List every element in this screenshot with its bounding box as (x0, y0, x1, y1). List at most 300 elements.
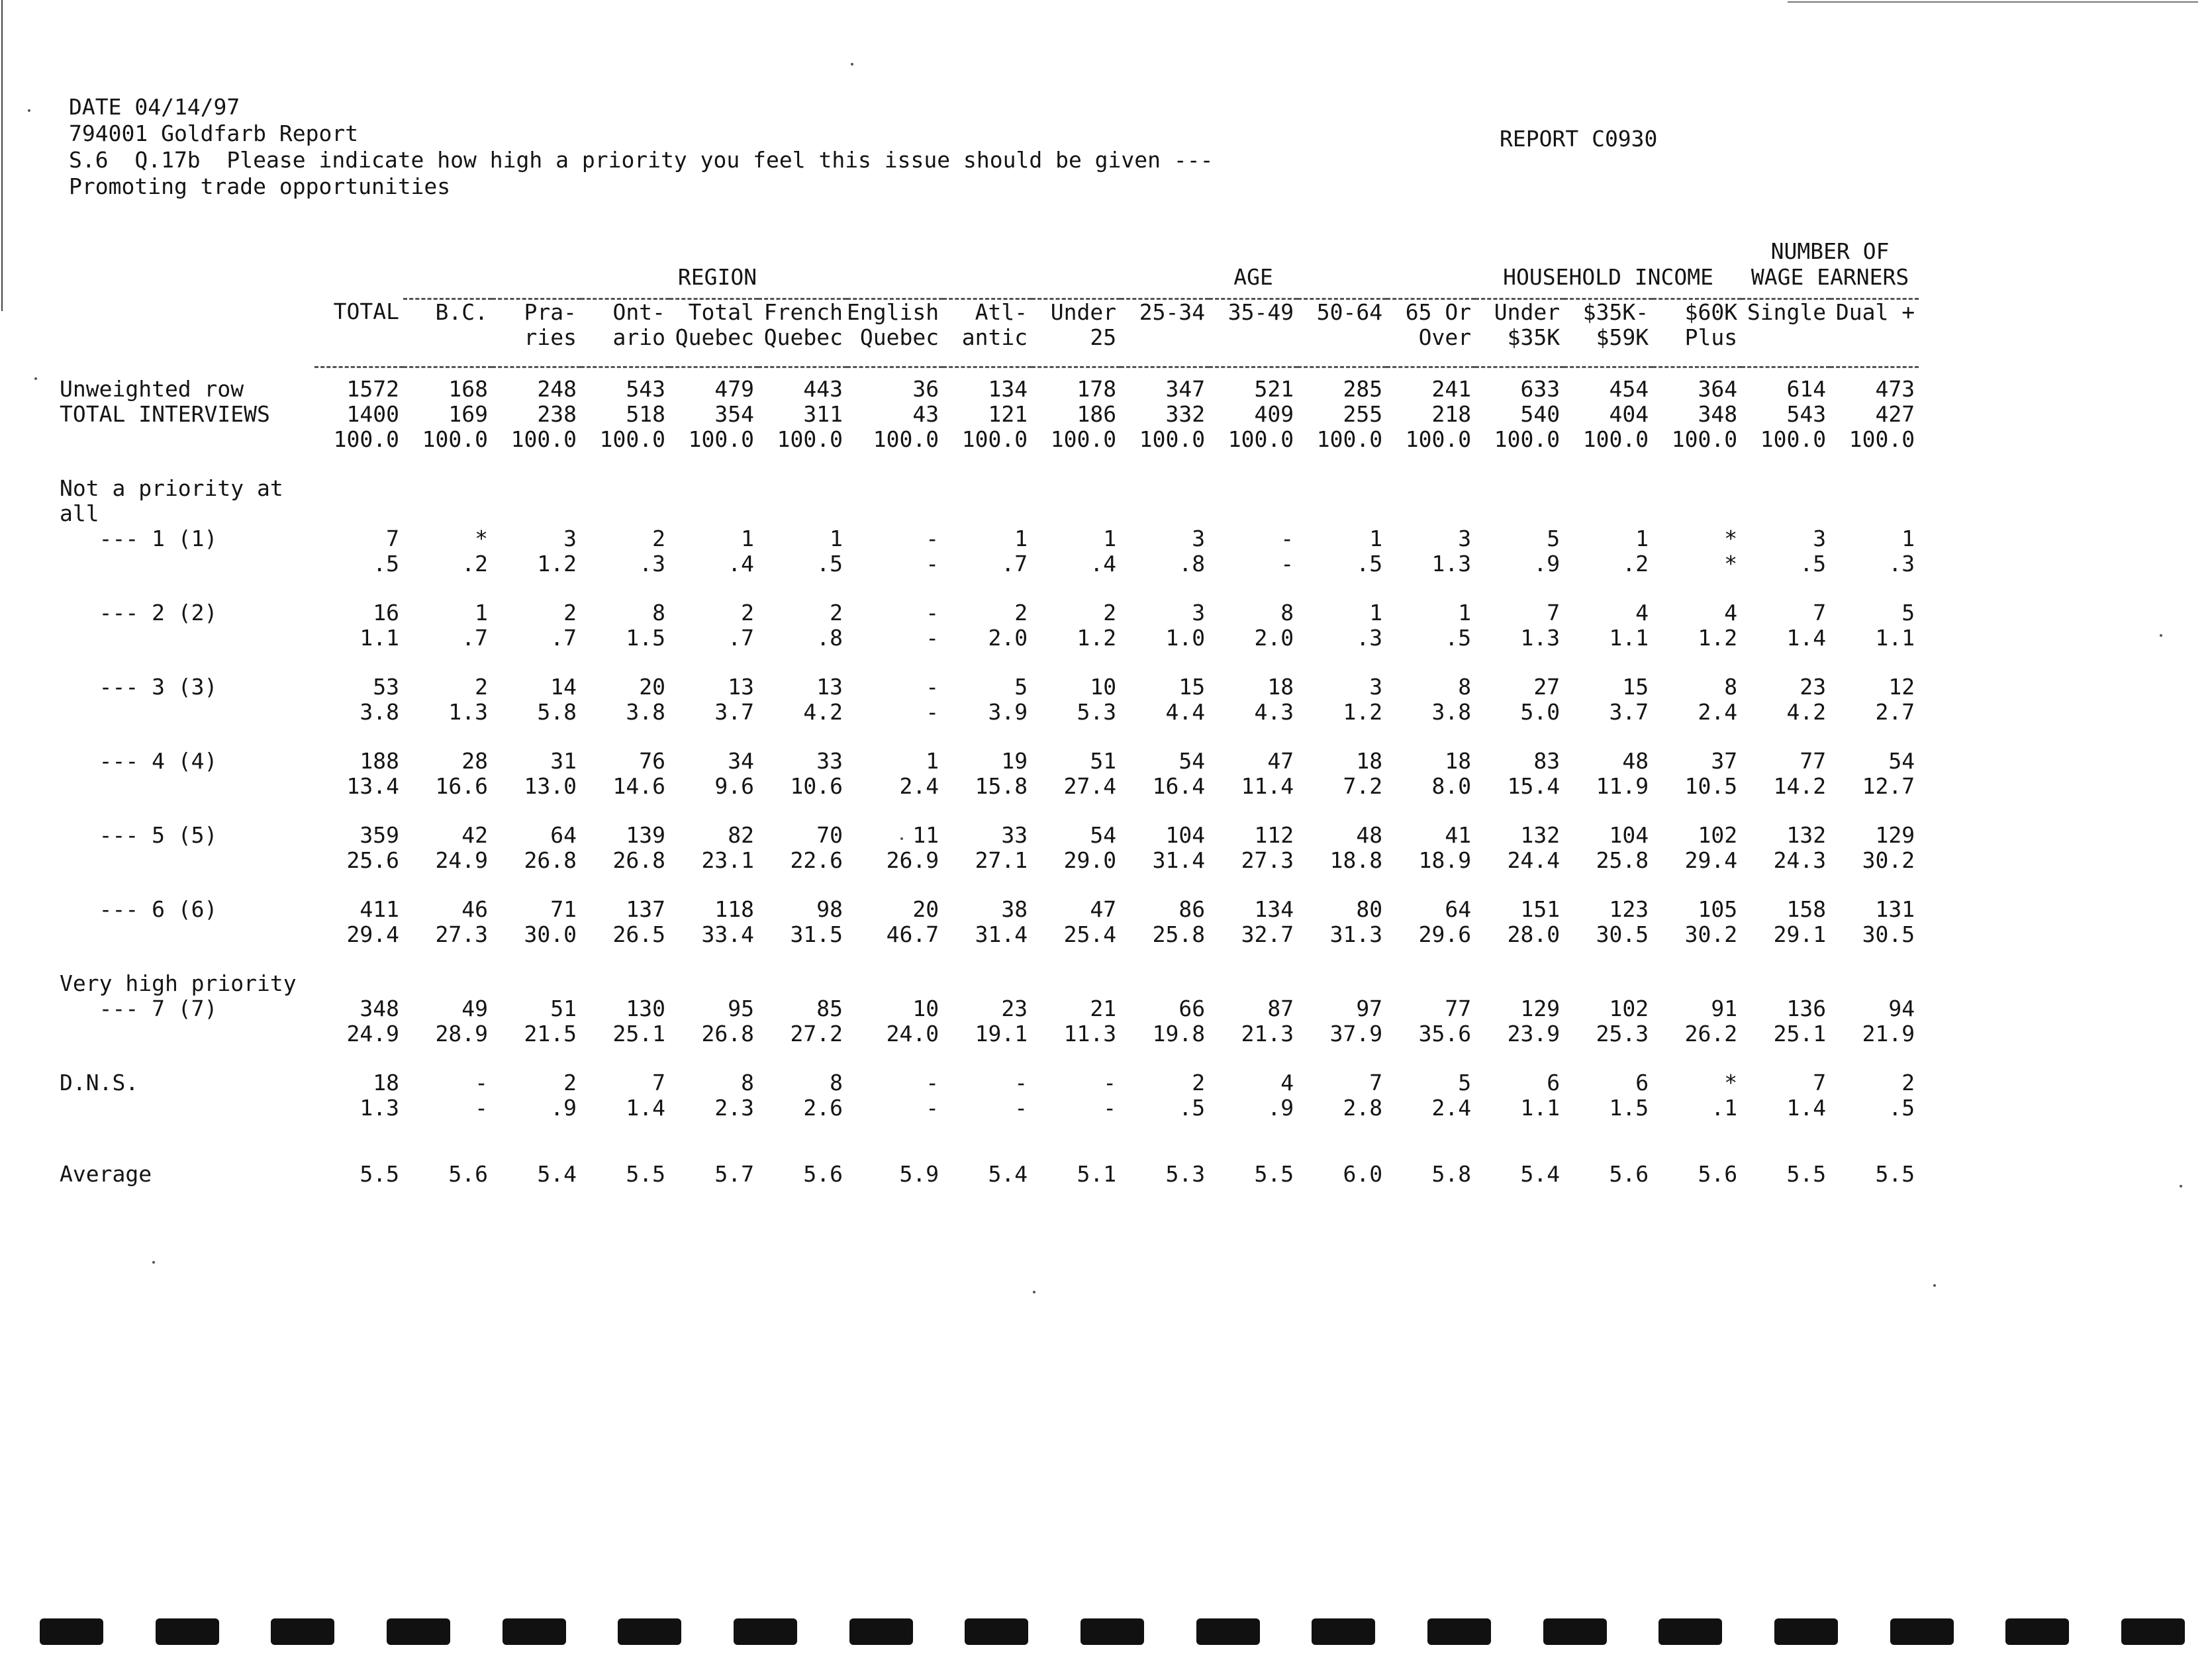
percent-value: 5.0 (1520, 698, 1561, 725)
scan-speck (2180, 1185, 2182, 1188)
column-header: Under $35K (1475, 299, 1564, 367)
base-value: 543 (1786, 400, 1827, 427)
percent-value: 26.8 (612, 847, 665, 873)
count-value: 131 (1875, 896, 1915, 922)
percent-value: 2.4 (899, 772, 939, 799)
count-value: 51 (550, 995, 577, 1021)
row-spacer (60, 577, 1919, 600)
count-value: 18 (1267, 673, 1294, 700)
percent-value: 2.3 (714, 1094, 754, 1121)
column-header: Single (1741, 299, 1830, 367)
spacer-cell (60, 1047, 314, 1070)
spacer-cell (60, 947, 314, 971)
average-value: 6.0 (1343, 1160, 1383, 1187)
count-value: 7 (386, 525, 399, 551)
count-value: 15 (1178, 673, 1206, 700)
percent-row-label (60, 626, 314, 651)
percent-value: 31.3 (1329, 921, 1383, 947)
count-value: 1 (741, 525, 754, 551)
count-value: 70 (816, 821, 843, 848)
count-value: 51 (1090, 747, 1117, 774)
base-value: 1400 (346, 400, 399, 427)
row-spacer (60, 725, 1919, 749)
count-value: 8 (741, 1069, 754, 1096)
percent-value: 1.3 (448, 698, 488, 725)
count-value: 3 (563, 525, 577, 551)
count-value: 118 (714, 896, 754, 922)
percent-value: .8 (816, 624, 843, 651)
response-count-row (60, 675, 1919, 700)
count-value: 5 (1547, 525, 1561, 551)
base-value: 100.0 (688, 426, 754, 452)
average-value: 5.8 (1431, 1160, 1472, 1187)
base-value: 36 (912, 375, 939, 402)
count-value: 42 (461, 821, 488, 848)
base-value: 100.0 (1671, 426, 1738, 452)
percent-value: - (1103, 1094, 1117, 1121)
scale-anchor-label: Not a priority at all (60, 475, 283, 526)
base-value: 121 (988, 400, 1028, 427)
count-value: 1 (1369, 525, 1383, 551)
count-value: 48 (1356, 821, 1383, 848)
percent-value: 33.4 (701, 921, 754, 947)
percent-value: 14.6 (612, 772, 665, 799)
average-value: 5.4 (537, 1160, 577, 1187)
percent-value: 25.1 (612, 1020, 665, 1047)
average-value: 5.5 (626, 1160, 665, 1187)
percent-value: 24.3 (1773, 847, 1827, 873)
percent-value: 1.1 (1609, 624, 1649, 651)
spacer-cell (60, 1121, 314, 1162)
count-value: 8 (652, 599, 665, 626)
percent-value: 8.0 (1431, 772, 1472, 799)
count-value: * (475, 525, 488, 551)
page-top-rule (1788, 1, 2198, 3)
percent-value: 25.3 (1596, 1020, 1649, 1047)
count-value: 48 (1622, 747, 1649, 774)
base-value: 100.0 (1227, 426, 1294, 452)
group-region: REGION (403, 218, 1032, 299)
punch-hole (271, 1618, 334, 1645)
row-spacer (60, 651, 1919, 675)
percent-value: 3.8 (626, 698, 665, 725)
punch-hole (1774, 1618, 1838, 1645)
percent-value: 46.7 (886, 921, 939, 947)
count-value: - (926, 673, 939, 700)
base-value: 633 (1520, 375, 1561, 402)
average-value: 5.5 (1786, 1160, 1827, 1187)
percent-value: 1.2 (1698, 624, 1738, 651)
column-header: 35-49 (1209, 299, 1298, 367)
count-value: 31 (550, 747, 577, 774)
count-value: 53 (373, 673, 399, 700)
count-value: 102 (1698, 821, 1738, 848)
base-value: 409 (1254, 400, 1294, 427)
count-value: - (1103, 1069, 1117, 1096)
count-value: 188 (360, 747, 399, 774)
count-value: 3 (1369, 673, 1383, 700)
percent-value: 27.1 (975, 847, 1028, 873)
report-id: REPORT C0930 (1500, 126, 1658, 152)
response-label: --- 1 (1) (60, 525, 218, 551)
percent-value: 26.9 (886, 847, 939, 873)
spacer-cell (60, 725, 314, 749)
count-value: 5 (1014, 673, 1028, 700)
count-value: 23 (1001, 995, 1028, 1021)
percent-value: 21.3 (1241, 1020, 1294, 1047)
row-spacer (60, 873, 1919, 897)
spacer-cell (60, 799, 314, 823)
percent-value: 25.8 (1152, 921, 1206, 947)
percent-value: 26.5 (612, 921, 665, 947)
report-date: DATE 04/14/97 (69, 94, 240, 120)
base-value: 241 (1431, 375, 1472, 402)
count-value: 20 (912, 896, 939, 922)
count-value: 54 (1090, 821, 1117, 848)
base-value: 100.0 (1316, 426, 1383, 452)
percent-value: .9 (1267, 1094, 1294, 1121)
percent-value: 1.4 (1786, 1094, 1827, 1121)
base-value: 311 (803, 400, 843, 427)
punch-hole (1427, 1618, 1491, 1645)
base-value: 518 (626, 400, 665, 427)
count-value: 1 (1369, 599, 1383, 626)
base-value: 354 (714, 400, 754, 427)
percent-value: .3 (1356, 624, 1383, 651)
response-label: --- 3 (3) (60, 673, 218, 700)
count-value: 1 (1014, 525, 1028, 551)
percent-value: 2.6 (803, 1094, 843, 1121)
percent-value: 30.2 (1862, 847, 1915, 873)
percent-value: .5 (1445, 624, 1472, 651)
percent-value: 1.4 (1786, 624, 1827, 651)
group-age: AGE (1032, 218, 1475, 299)
percent-value: - (926, 624, 939, 651)
scan-speck (2160, 634, 2162, 637)
base-value: 100.0 (333, 426, 399, 452)
base-value: 285 (1343, 375, 1383, 402)
response-percent-row (60, 1096, 1919, 1121)
percent-value: 3.7 (1609, 698, 1649, 725)
count-value: 13 (728, 673, 754, 700)
percent-value: 11.3 (1063, 1020, 1117, 1047)
punch-hole (1543, 1618, 1607, 1645)
percent-value: 30.0 (524, 921, 577, 947)
count-value: 20 (639, 673, 665, 700)
count-value: 11 (912, 821, 939, 848)
percent-value: 31.4 (1152, 847, 1206, 873)
percent-value: .7 (461, 624, 488, 651)
count-value: 2 (475, 673, 488, 700)
count-value: 21 (1090, 995, 1117, 1021)
average-value: 5.6 (1609, 1160, 1649, 1187)
count-value: 158 (1786, 896, 1827, 922)
column-header: Atl- antic (943, 299, 1032, 367)
percent-value: 1.5 (626, 624, 665, 651)
count-value: 46 (461, 896, 488, 922)
column-header: $35K- $59K (1564, 299, 1653, 367)
count-value: 348 (360, 995, 399, 1021)
column-header-spacer (60, 299, 314, 367)
percent-value: 2.0 (1254, 624, 1294, 651)
count-value: 38 (1001, 896, 1028, 922)
percent-value: 11.9 (1596, 772, 1649, 799)
count-value: 1 (475, 599, 488, 626)
punch-hole (2121, 1618, 2185, 1645)
average-value: 5.1 (1077, 1160, 1117, 1187)
count-value: * (1724, 525, 1738, 551)
percent-value: 25.1 (1773, 1020, 1827, 1047)
base-value: 427 (1875, 400, 1915, 427)
percent-value: 2.8 (1343, 1094, 1383, 1121)
percent-value: .3 (1888, 550, 1915, 577)
average-value: 5.9 (899, 1160, 939, 1187)
count-value: 15 (1622, 673, 1649, 700)
spacer-cell (60, 873, 314, 897)
response-label: --- 4 (4) (60, 747, 218, 774)
punch-hole (1196, 1618, 1260, 1645)
base-value: 347 (1165, 375, 1206, 402)
percent-value: 25.8 (1596, 847, 1649, 873)
column-header: English Quebec (847, 299, 943, 367)
percent-value: 19.8 (1152, 1020, 1206, 1047)
count-value: 123 (1609, 896, 1649, 922)
punch-hole (618, 1618, 681, 1645)
count-value: 137 (626, 896, 665, 922)
count-value: 132 (1786, 821, 1827, 848)
percent-value: 10.6 (790, 772, 843, 799)
response-count-row (60, 897, 1919, 922)
base-value: 100.0 (1405, 426, 1472, 452)
count-value: 5 (1458, 1069, 1472, 1096)
count-value: 76 (639, 747, 665, 774)
percent-value: 11.4 (1241, 772, 1294, 799)
base-value: 454 (1609, 375, 1649, 402)
base-value: 134 (988, 375, 1028, 402)
average-value: 5.4 (1520, 1160, 1561, 1187)
percent-value: 5.3 (1077, 698, 1117, 725)
count-value: 139 (626, 821, 665, 848)
percent-value: 24.9 (435, 847, 488, 873)
base-value: 100.0 (1849, 426, 1915, 452)
count-value: - (926, 1069, 939, 1096)
percent-value: 27.3 (1241, 847, 1294, 873)
percent-value: 23.1 (701, 847, 754, 873)
percent-value: 29.4 (1684, 847, 1738, 873)
count-value: 77 (1445, 995, 1472, 1021)
percent-value: .4 (728, 550, 754, 577)
base-value: 100.0 (1582, 426, 1649, 452)
base-value: 100.0 (1050, 426, 1117, 452)
base-value: 100.0 (1139, 426, 1206, 452)
count-value: 129 (1520, 995, 1561, 1021)
percent-value: 1.0 (1165, 624, 1206, 651)
group-household-income: HOUSEHOLD INCOME (1475, 218, 1741, 299)
percent-value: - (1280, 550, 1294, 577)
column-header: 65 Or Over (1386, 299, 1475, 367)
percent-value: 3.9 (988, 698, 1028, 725)
base-row-total (60, 402, 1919, 427)
count-value: 14 (550, 673, 577, 700)
count-value: 136 (1786, 995, 1827, 1021)
percent-value: 24.0 (886, 1020, 939, 1047)
base-value: 100.0 (873, 426, 939, 452)
count-value: 1 (1103, 525, 1117, 551)
count-value: 2 (741, 599, 754, 626)
percent-value: 5.8 (537, 698, 577, 725)
count-value: 16 (373, 599, 399, 626)
punch-holes (40, 1618, 2185, 1645)
percent-value: 3.7 (714, 698, 754, 725)
base-value: 178 (1077, 375, 1117, 402)
count-value: 77 (1800, 747, 1827, 774)
average-value: 5.6 (1698, 1160, 1738, 1187)
punch-hole (156, 1618, 219, 1645)
count-value: 4 (1280, 1069, 1294, 1096)
percent-row-label (60, 1096, 314, 1121)
column-header: Pra- ries (492, 299, 581, 367)
count-value: 13 (816, 673, 843, 700)
base-row-label: TOTAL INTERVIEWS (60, 400, 270, 427)
base-value: 1572 (346, 375, 399, 402)
count-value: 37 (1711, 747, 1738, 774)
spacer-cell (60, 651, 314, 675)
base-value: 169 (448, 400, 488, 427)
scan-speck (1033, 1291, 1035, 1293)
percent-value: - (926, 698, 939, 725)
column-header-row (60, 299, 1919, 367)
percent-value: 18.8 (1329, 847, 1383, 873)
count-value: 132 (1520, 821, 1561, 848)
percent-value: .5 (1888, 1094, 1915, 1121)
count-value: 7 (1369, 1069, 1383, 1096)
percent-value: 30.5 (1596, 921, 1649, 947)
punch-hole (849, 1618, 913, 1645)
punch-hole (734, 1618, 797, 1645)
percent-value: 31.5 (790, 921, 843, 947)
page-left-edge (1, 0, 3, 311)
punch-hole (503, 1618, 566, 1645)
percent-value: .5 (1178, 1094, 1206, 1121)
percent-row-label (60, 700, 314, 725)
base-value: 473 (1875, 375, 1915, 402)
percent-value: 3.8 (1431, 698, 1472, 725)
percent-value: .5 (1356, 550, 1383, 577)
average-label: Average (60, 1160, 152, 1187)
count-value: 102 (1609, 995, 1649, 1021)
column-header: Ont- ario (581, 299, 669, 367)
percent-row-label (60, 551, 314, 577)
count-value: 129 (1875, 821, 1915, 848)
percent-value: 1.1 (360, 624, 399, 651)
percent-value: - (1014, 1094, 1028, 1121)
percent-value: - (926, 1094, 939, 1121)
average-value: 5.7 (714, 1160, 754, 1187)
count-value: 33 (816, 747, 843, 774)
count-value: 7 (652, 1069, 665, 1096)
percent-value: 13.0 (524, 772, 577, 799)
response-count-row (60, 1070, 1919, 1096)
count-value: 2 (1901, 1069, 1915, 1096)
count-value: 94 (1888, 995, 1915, 1021)
count-value: 6 (1547, 1069, 1561, 1096)
row-spacer (60, 1047, 1919, 1070)
percent-value: .7 (728, 624, 754, 651)
count-value: 19 (1001, 747, 1028, 774)
punch-hole (965, 1618, 1028, 1645)
percent-value: .2 (461, 550, 488, 577)
column-header: French Quebec (758, 299, 847, 367)
percent-value: .8 (1178, 550, 1206, 577)
percent-value: 16.6 (435, 772, 488, 799)
count-value: 2 (1103, 599, 1117, 626)
percent-value: 29.6 (1418, 921, 1472, 947)
count-value: 27 (1533, 673, 1561, 700)
percent-value: 7.2 (1343, 772, 1383, 799)
count-value: 2 (563, 1069, 577, 1096)
count-value: 91 (1711, 995, 1738, 1021)
count-value: * (1724, 1069, 1738, 1096)
percent-row-label (60, 1021, 314, 1047)
count-value: 1 (1901, 525, 1915, 551)
base-value: 614 (1786, 375, 1827, 402)
percent-value: 27.4 (1063, 772, 1117, 799)
base-row-percent (60, 427, 1919, 452)
average-value: 5.5 (360, 1160, 399, 1187)
percent-value: 29.4 (346, 921, 399, 947)
column-header: B.C. (403, 299, 492, 367)
percent-value: 4.3 (1254, 698, 1294, 725)
count-value: 3 (1192, 525, 1206, 551)
column-header: Under 25 (1032, 299, 1120, 367)
count-value: 47 (1267, 747, 1294, 774)
base-row-label: Unweighted row (60, 375, 244, 402)
group-header-spacer (60, 218, 314, 299)
count-value: - (926, 525, 939, 551)
count-value: 4 (1724, 599, 1738, 626)
question-text: S.6 Q.17b Please indicate how high a priority you feel this issue should be given --- (69, 147, 1214, 173)
count-value: 151 (1520, 896, 1561, 922)
report-header (69, 94, 1214, 200)
column-header: 25-34 (1120, 299, 1209, 367)
count-value: 130 (626, 995, 665, 1021)
percent-row-label (60, 774, 314, 799)
count-value: 6 (1635, 1069, 1649, 1096)
percent-value: 24.9 (346, 1020, 399, 1047)
response-percent-row (60, 700, 1919, 725)
average-value: 5.3 (1165, 1160, 1206, 1187)
percent-value: 25.6 (346, 847, 399, 873)
response-label: --- 7 (7) (60, 995, 218, 1021)
count-value: 86 (1178, 896, 1206, 922)
count-value: 85 (816, 995, 843, 1021)
count-value: 97 (1356, 995, 1383, 1021)
count-value: 34 (728, 747, 754, 774)
base-value: 186 (1077, 400, 1117, 427)
percent-value: 13.4 (346, 772, 399, 799)
count-value: 18 (1356, 747, 1383, 774)
count-value: 54 (1178, 747, 1206, 774)
response-count-row (60, 996, 1919, 1021)
count-value: 112 (1254, 821, 1294, 848)
count-value: 8 (1280, 599, 1294, 626)
response-label: --- 6 (6) (60, 896, 218, 922)
base-value: 443 (803, 375, 843, 402)
percent-value: 4.2 (1786, 698, 1827, 725)
response-percent-row (60, 551, 1919, 577)
percent-value: 16.4 (1152, 772, 1206, 799)
percent-value: 2.0 (988, 624, 1028, 651)
